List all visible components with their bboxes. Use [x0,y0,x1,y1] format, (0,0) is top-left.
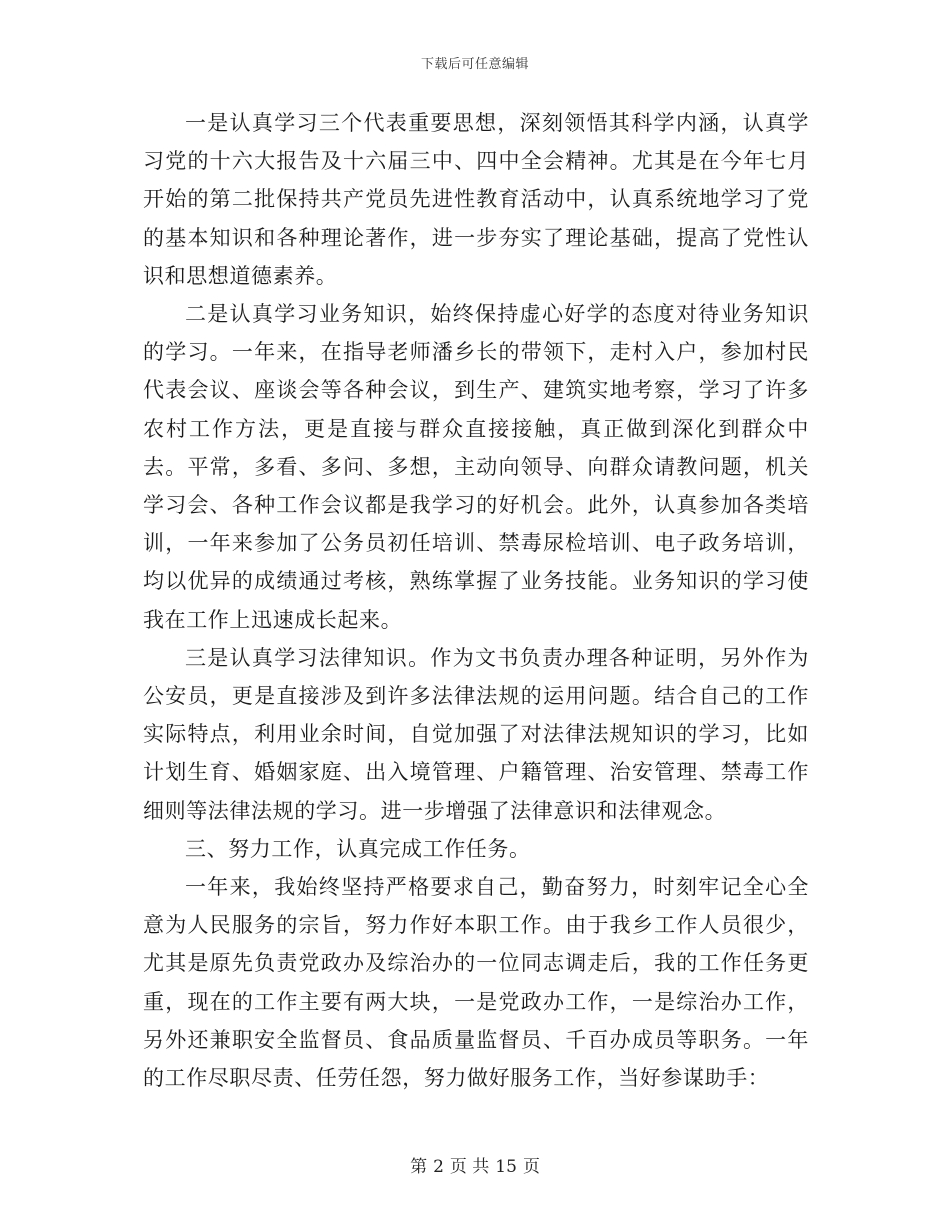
footer-current-page: 2 [433,1157,444,1177]
footer-total-pages: 15 [495,1157,517,1177]
paragraph-study-business: 二是认真学习业务知识，始终保持虚心好学的态度对待业务知识的学习。一年来，在指导老师潘乡长的带领下，走村入户，参加村民代表会议、座谈会等各种会议，到生产、建筑实地考察，学习了许多农村工作方法，更是直接与群众直接接触，真正做到深化到群众中去。平常，多看、多问、多想，主动向领导、向群众请教问题，机关学习会、各种工作会议都是我学习的好机会。此外，认真参加各类培训，一年来参加了公务员初任培训、禁毒尿检培训、电子政务培训，均以优异的成绩通过考核，熟练掌握了业务技能。业务知识的学习使我在工作上迅速成长起来。 [143,302,809,632]
document-body [143,104,809,1097]
paragraph-study-law: 三是认真学习法律知识。作为文书负责办理各种证明，另外作为公安员，更是直接涉及到许多法律法规的运用问题。结合自己的工作实际特点，利用业余时间，自觉加强了对法律法规知识的学习，比如计划生育、婚姻家庭、出入境管理、户籍管理、治安管理、禁毒工作细则等法律法规的学习。进一步增强了法律意识和法律观念。 [143,645,809,823]
footer-middle: 页 共 [449,1157,490,1177]
paragraph-work-duties: 一年来，我始终坚持严格要求自己，勤奋努力，时刻牢记全心全意为人民服务的宗旨，努力作好本职工作。由于我乡工作人员很少，尤其是原先负责党政办及综治办的一位同志调走后，我的工作任务更重，现在的工作主要有两大块，一是党政办工作，一是综治办工作，另外还兼职安全监督员、食品质量监督员、千百办成员等职务。一年的工作尽职尽责、任劳任怨，努力做好服务工作，当好参谋助手： [143,875,809,1091]
section-heading-work: 三、努力工作，认真完成工作任务。 [185,836,531,861]
paragraph-study-theory: 一是认真学习三个代表重要思想，深刻领悟其科学内涵，认真学习党的十六大报告及十六届三中、四中全会精神。尤其是在今年七月开始的第二批保持共产党员先进性教育活动中，认真系统地学习了党的基本知识和各种理论著作，进一步夯实了理论基础，提高了党性认识和思想道德素养。 [143,111,809,288]
footer-prefix: 第 [410,1157,428,1177]
page-footer [0,1152,950,1177]
page-header: 下载后可任意编辑 [420,57,529,72]
footer-suffix: 页 [522,1157,540,1177]
